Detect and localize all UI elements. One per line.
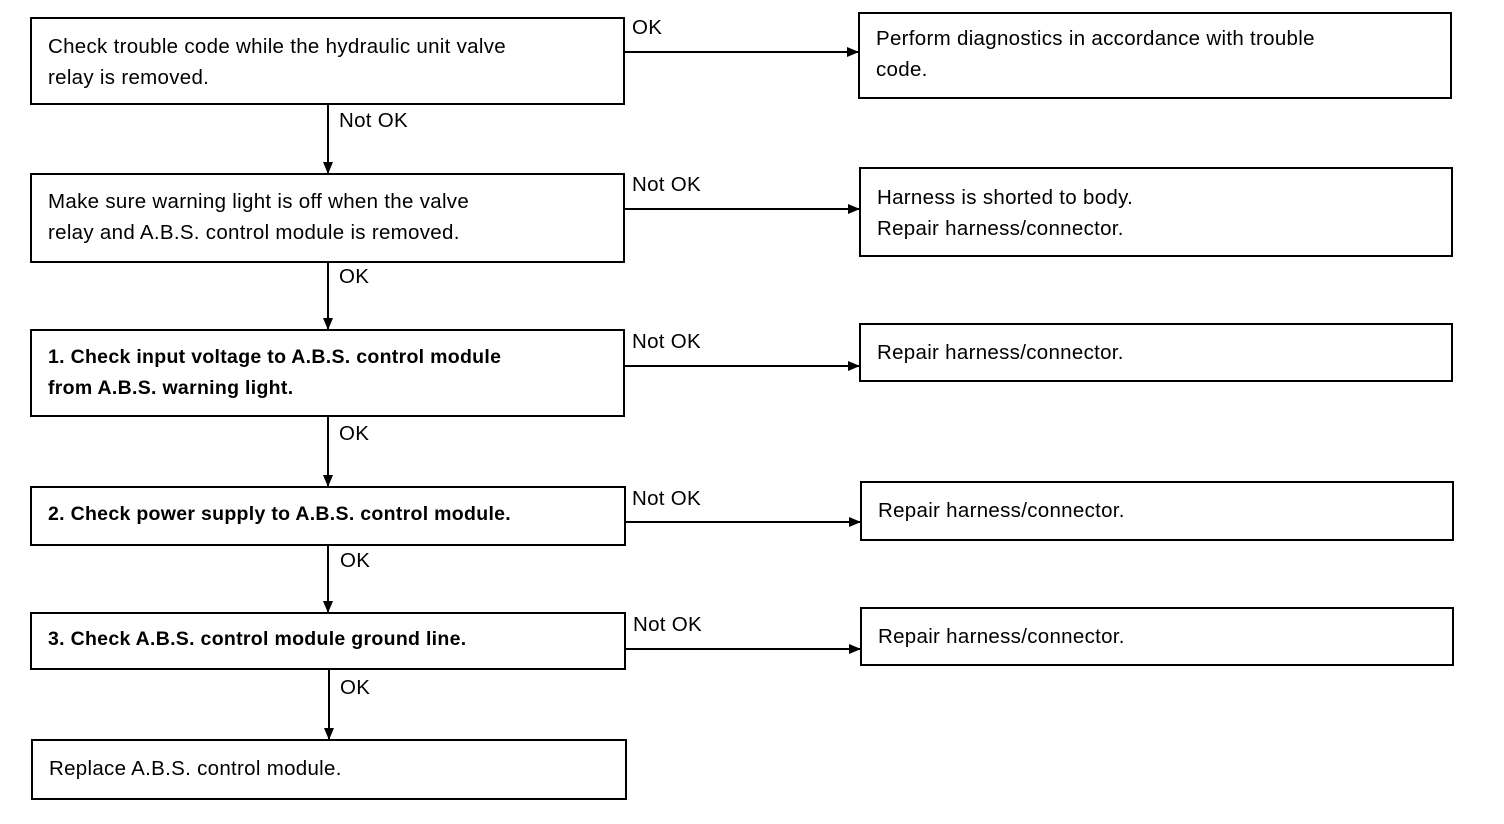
- step-replace-module: [31, 739, 627, 800]
- step-1-line-2: relay is removed.: [48, 66, 210, 89]
- right-label-4: Not OK: [632, 487, 702, 510]
- right-label-2: Not OK: [632, 173, 702, 196]
- outcome-5-line-1: Repair harness/connector.: [878, 625, 1125, 648]
- step-1-line-1: Check trouble code while the hydraulic unit valve: [48, 35, 506, 58]
- down-label-1: Not OK: [339, 109, 409, 132]
- outcome-repair-harness-5: [860, 607, 1454, 666]
- step-3-line-1: 1. Check input voltage to A.B.S. control module: [48, 346, 502, 368]
- outcome-3-line-1: Repair harness/connector.: [877, 341, 1124, 364]
- right-label-3: Not OK: [632, 330, 702, 353]
- step-check-input-voltage: [30, 329, 625, 417]
- outcome-2-line-2: Repair harness/connector.: [877, 217, 1124, 240]
- step-2-line-1: Make sure warning light is off when the valve: [48, 190, 470, 213]
- step-4-line-1: 2. Check power supply to A.B.S. control module.: [48, 503, 512, 525]
- outcome-2-line-1: Harness is shorted to body.: [877, 186, 1134, 209]
- down-label-4: OK: [340, 549, 371, 572]
- outcome-repair-harness-3: [859, 323, 1453, 382]
- outcome-1-line-2: code.: [876, 58, 928, 81]
- step-5-line-1: 3. Check A.B.S. control module ground line.: [48, 628, 467, 650]
- step-check-power-supply: [30, 486, 626, 546]
- step-warning-light-off: [30, 173, 625, 263]
- outcome-repair-harness-4: [860, 481, 1454, 541]
- right-label-5: Not OK: [633, 613, 703, 636]
- down-label-2: OK: [339, 265, 370, 288]
- step-6-line-1: Replace A.B.S. control module.: [49, 757, 342, 780]
- down-label-5: OK: [340, 676, 371, 699]
- step-3-line-2: from A.B.S. warning light.: [48, 377, 294, 399]
- step-2-line-2: relay and A.B.S. control module is removed.: [48, 221, 460, 244]
- outcome-harness-shorted: [859, 167, 1453, 257]
- step-check-ground-line: [30, 612, 626, 670]
- step-check-trouble-code: [30, 17, 625, 105]
- outcome-4-line-1: Repair harness/connector.: [878, 499, 1125, 522]
- right-label-1: OK: [632, 16, 663, 39]
- outcome-1-line-1: Perform diagnostics in accordance with trouble: [876, 27, 1315, 50]
- down-label-3: OK: [339, 422, 370, 445]
- outcome-perform-diagnostics: [858, 12, 1452, 99]
